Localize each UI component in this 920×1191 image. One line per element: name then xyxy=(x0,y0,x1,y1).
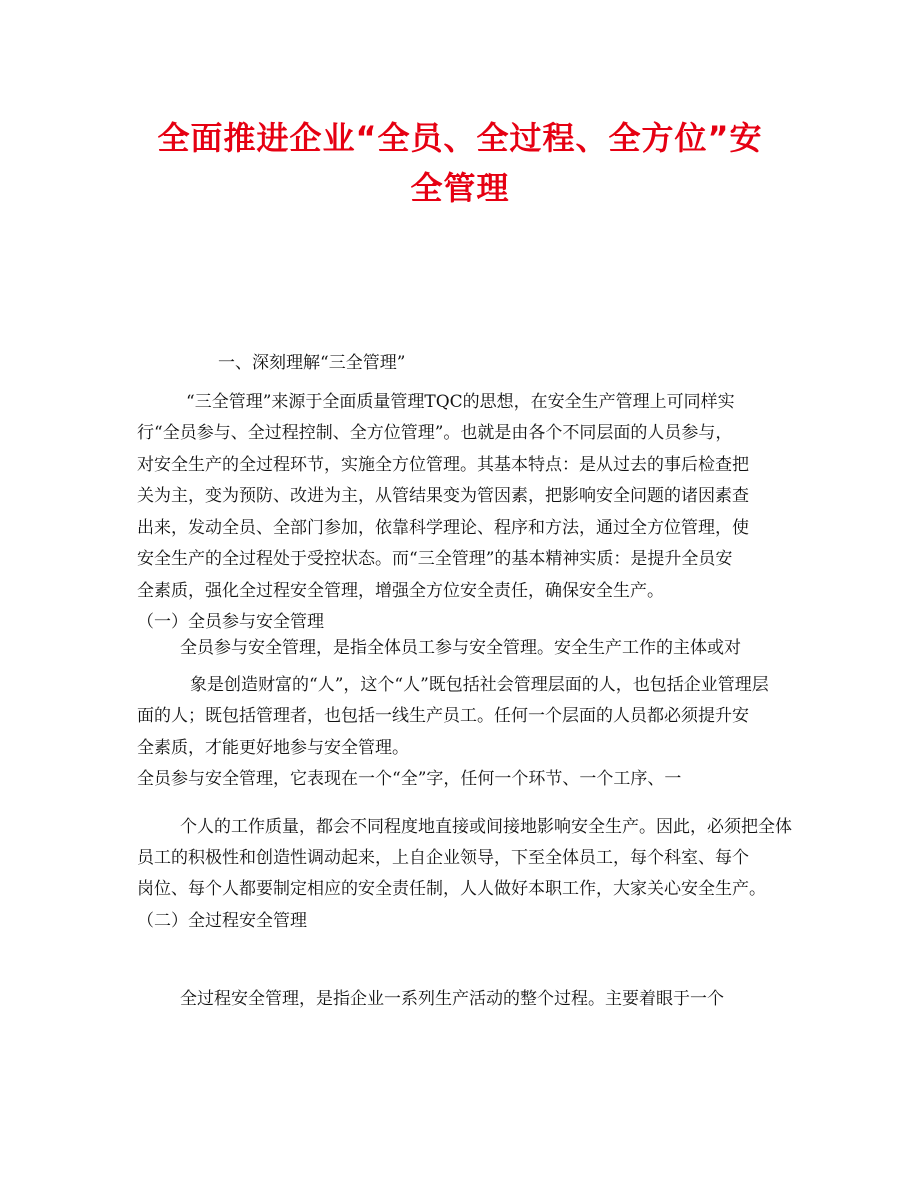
subsection-heading-2: 全过程安全管理，是指企业一系列生产活动的整个过程。主要着眼于一个 xyxy=(180,989,724,1009)
paragraph-line: （二）全过程安全管理 xyxy=(137,911,307,931)
paragraph-line: 象是创造财富的“人”，这个“人”既包括社会管理层面的人，也包括企业管理层 xyxy=(190,675,769,695)
paragraph-line: 面的人；既包括管理者，也包括一线生产员工。任何一个层面的人员都必须提升安 xyxy=(137,706,749,726)
document-title-line-1: 全面推进企业“全员、全过程、全方位”安 xyxy=(157,119,763,157)
paragraph-line: 岗位、每个人都要制定相应的安全责任制，人人做好本职工作，大家关心安全生产。 xyxy=(137,879,766,899)
paragraph-line: 个人的工作质量，都会不同程度地直接或间接地影响安全生产。因此，必须把全体 xyxy=(180,817,792,837)
paragraph-line: 安全生产的全过程处于受控状态。而“三全管理”的基本精神实质：是提升全员安 xyxy=(137,549,733,569)
paragraph-line: 全素质，强化全过程安全管理，增强全方位安全责任，确保安全生产。 xyxy=(137,581,664,601)
paragraph-line: 全素质，才能更好地参与安全管理。 xyxy=(137,738,409,758)
paragraph-line: 员工的积极性和创造性调动起来，上自企业领导，下至全体员工，每个科室、每个 xyxy=(137,848,749,868)
paragraph-line: （一）全员参与安全管理 xyxy=(137,612,324,632)
paragraph-line: 对安全生产的全过程环节，实施全方位管理。其基本特点：是从过去的事后检查把 xyxy=(137,455,749,475)
section-heading-1: 一、深刻理解“三全管理” xyxy=(218,353,406,373)
document-title-line-2: 全管理 xyxy=(410,169,510,207)
paragraph-line: 关为主，变为预防、改进为主，从管结果变为管因素，把影响安全问题的诸因素查 xyxy=(137,486,749,506)
paragraph-line: 行“全员参与、全过程控制、全方位管理”。也就是由各个不同层面的人员参与， xyxy=(137,423,733,443)
paragraph-line: “三全管理”来源于全面质量管理TQC的思想，在安全生产管理上可同样实 xyxy=(186,392,735,412)
paragraph-line: 出来，发动全员、全部门参加，依靠科学理论、程序和方法，通过全方位管理，使 xyxy=(137,518,749,538)
paragraph-line: 全员参与安全管理，它表现在一个“全”字，任何一个环节、一个工序、一 xyxy=(137,769,682,789)
subsection-heading-1: 全员参与安全管理，是指全体员工参与安全管理。安全生产工作的主体或对 xyxy=(180,638,741,658)
